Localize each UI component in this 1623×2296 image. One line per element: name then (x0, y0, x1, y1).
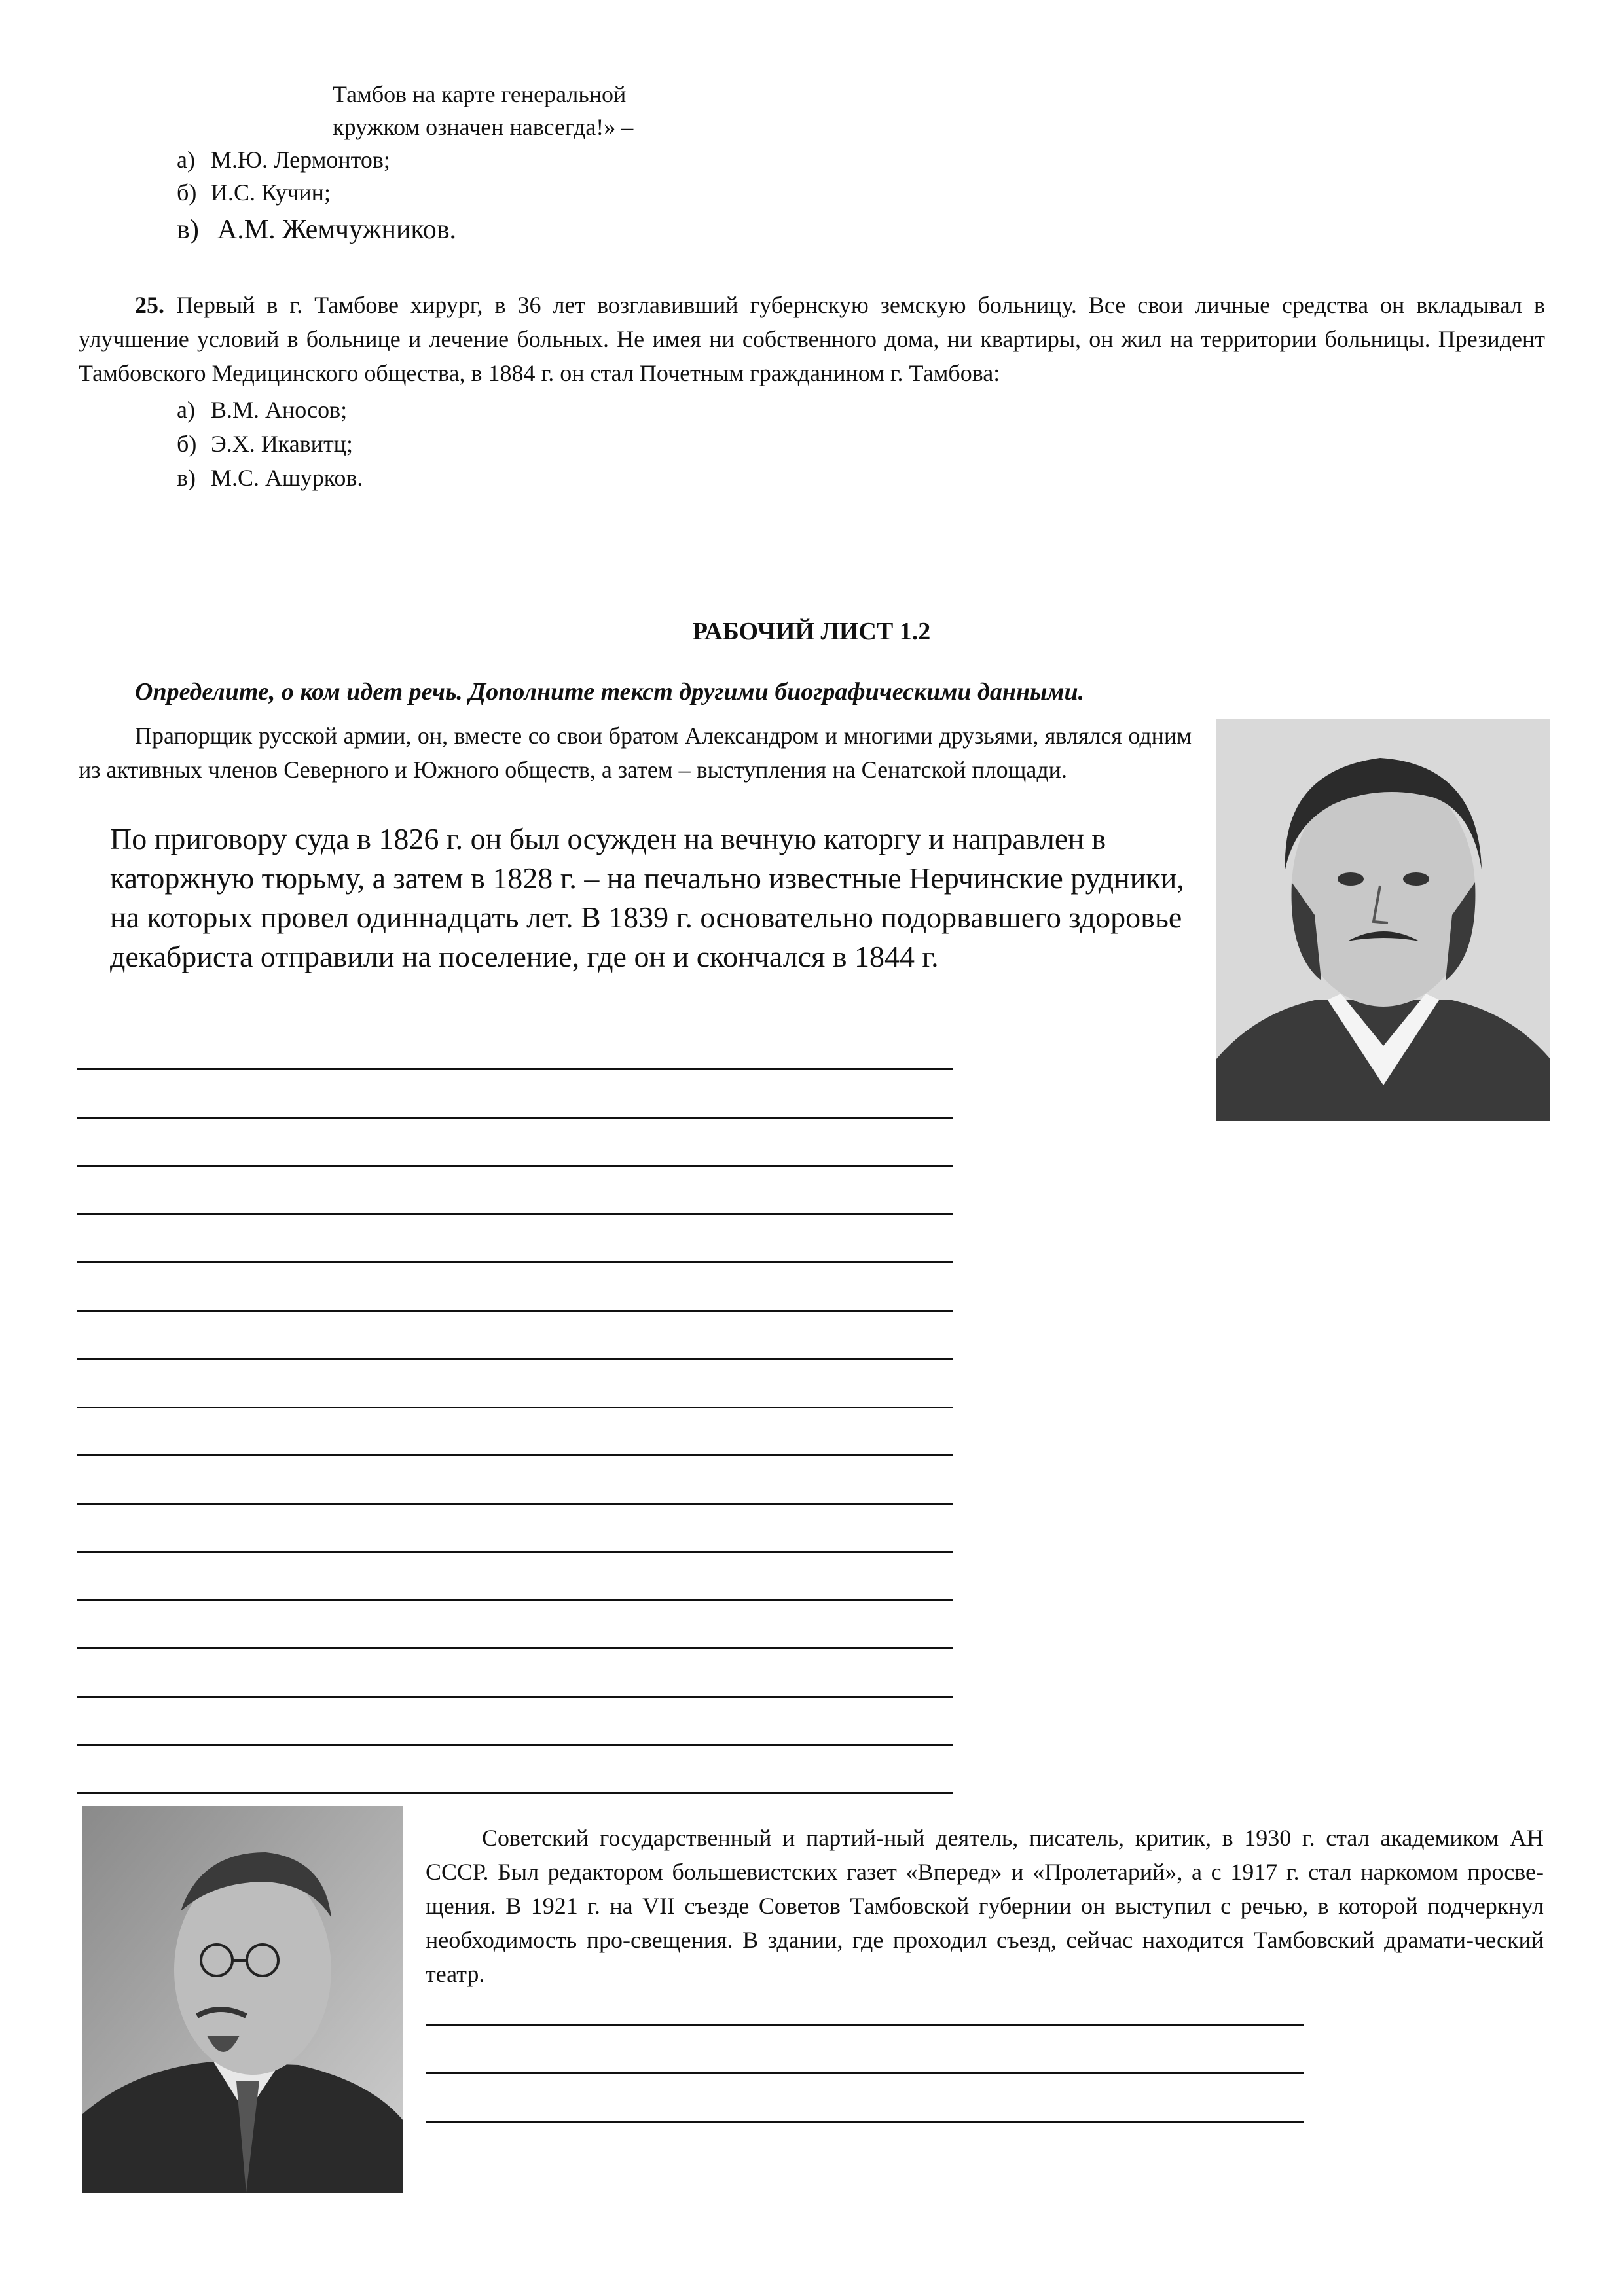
option-text: В.М. Аносов; (211, 397, 348, 423)
option-mark: в) (177, 215, 199, 245)
answer-line[interactable] (77, 1407, 953, 1408)
option-mark: в) (177, 465, 196, 491)
q24-option-b[interactable] (177, 175, 331, 209)
option-mark: а) (177, 397, 195, 423)
q25-question (79, 288, 1545, 390)
option-mark: б) (177, 431, 197, 457)
bio1-main: По приговору суда в 1826 г. он был осужден на вечную каторгу и направлен в каторжную тюрьму, а затем в 1828 г. – на печально известные Нерчинские рудники, на которых провел одиннадцать лет. В 1839 г. основательно подорвавшего здоровье декабриста отправили на поселение, где он и скончался в 1844 г. (110, 822, 1184, 973)
q25-option-a[interactable] (177, 393, 347, 427)
q25-number: 25. (135, 292, 164, 318)
portrait-decembrist (1216, 719, 1550, 1121)
answer-line[interactable] (77, 1696, 953, 1698)
worksheet-instruction: Определите, о ком идет речь. Дополните текст другими биографическими данными. (135, 678, 1085, 706)
portrait-decembrist-drawing (1216, 719, 1550, 1121)
portrait-statesman-drawing (82, 1806, 403, 2193)
q25-option-c[interactable] (177, 461, 363, 495)
option-text: М.С. Ашурков. (211, 465, 363, 491)
q25-text: Первый в г. Тамбове хирург, в 36 лет возглавивший губернскую земскую больницу. Все свои личные средства он вкладывал в улучшение условий в больнице и лечение больных. Не имея ни собственного дома, ни квартиры, он жил на территории больницы. Президент Тамбовского Медицинского общества, в 1884 г. он стал Почетным гражданином г. Тамбова: (79, 292, 1546, 386)
quote-line-2: кружком означен навсегда!» – (333, 114, 634, 140)
answer-line[interactable] (77, 1503, 953, 1505)
bio2-text: Советский государственный и партий-ный деятель, писатель, критик, в 1930 г. стал академиком АН СССР. Был редактором большевистских газет «Вперед» и «Пролетарий», а с 1917 г. стал наркомом просве-щения. В 1921 г. на VII съезде Советов Тамбовской губернии он выступил с речью, в которой подчеркнул необходимость про-свещения. В здании, где проходил съезд, сейчас находится Тамбовский драмати-ческий театр. (426, 1825, 1544, 1987)
answer-line[interactable] (77, 1792, 953, 1794)
answer-line[interactable] (426, 2072, 1304, 2074)
option-text: И.С. Кучин; (211, 179, 331, 206)
answer-line[interactable] (77, 1599, 953, 1601)
option-mark: б) (177, 179, 197, 206)
answer-line[interactable] (77, 1454, 953, 1456)
option-text: А.М. Жемчужников. (217, 215, 457, 245)
answer-line[interactable] (77, 1551, 953, 1553)
bio1-intro: Прапорщик русской армии, он, вместе со свои братом Александром и многими друзьями, являлся одним из активных членов Северного и Южного обществ, а затем – выступления на Сенатской площади. (79, 723, 1192, 783)
option-text: М.Ю. Лермонтов; (211, 147, 390, 173)
worksheet-title: РАБОЧИЙ ЛИСТ 1.2 (692, 618, 931, 645)
option-text: Э.Х. Икавитц; (211, 431, 353, 457)
q24-option-c[interactable] (177, 211, 456, 249)
answer-line[interactable] (426, 2121, 1304, 2123)
q25-option-b[interactable] (177, 427, 353, 461)
answer-line[interactable] (77, 1117, 953, 1119)
answer-line[interactable] (77, 1744, 953, 1746)
quote-line-1: Тамбов на карте генеральной (333, 81, 627, 107)
answer-line[interactable] (77, 1358, 953, 1360)
answer-line[interactable] (426, 2024, 1304, 2026)
option-mark: а) (177, 147, 195, 173)
q24-option-a[interactable] (177, 143, 390, 177)
answer-line[interactable] (77, 1068, 953, 1070)
answer-line[interactable] (77, 1310, 953, 1312)
answer-line[interactable] (77, 1647, 953, 1649)
answer-line[interactable] (77, 1165, 953, 1167)
portrait-statesman (82, 1806, 403, 2193)
answer-line[interactable] (77, 1261, 953, 1263)
answer-line[interactable] (77, 1213, 953, 1215)
